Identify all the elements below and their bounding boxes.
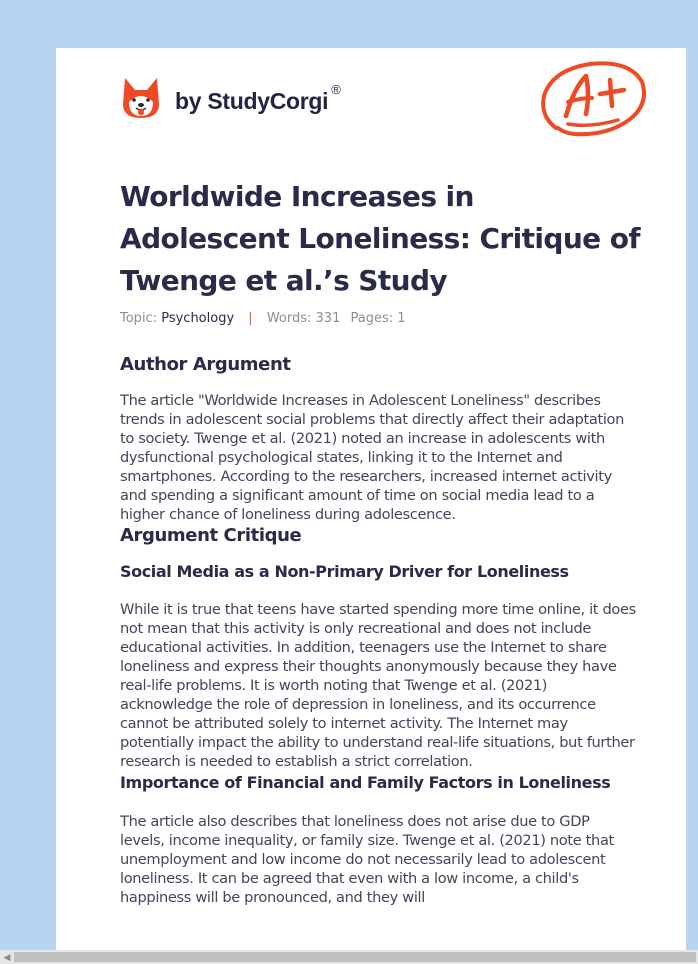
subheading-financial-family: Importance of Financial and Family Factors in Loneliness [120, 773, 611, 792]
document-page [56, 48, 686, 950]
topic-label: Topic: [120, 311, 158, 326]
a-plus-icon [538, 58, 650, 142]
subheading-social-media: Social Media as a Non-Primary Driver for Loneliness [120, 562, 569, 581]
word-count: Words: 331 [266, 311, 341, 326]
article-body [120, 353, 636, 907]
section-heading-author-argument: Author Argument [120, 354, 291, 375]
scrollbar-thumb[interactable] [14, 952, 696, 962]
paragraph-author-argument: The article "Worldwide Increases in Adolescent Loneliness" describes trends in adolescent social problems that directly affect their adaptation to society. Twenge et al. (2021) noted an increase in adolescents with dysfunctional psychological states, linking it to the Internet and smartphones. According to the researchers, increased internet activity and spending a significant amount of time on social media lead to a higher chance of loneliness during adolescence. [120, 392, 625, 523]
studycorgi-logo[interactable] [121, 76, 341, 120]
meta-separator: | [248, 311, 253, 326]
section-heading-argument-critique: Argument Critique [120, 525, 302, 546]
topic-link[interactable]: Psychology [161, 311, 235, 326]
paragraph-financial-family: The article also describes that loneliness does not arise due to GDP levels, income inequality, or family size. Twenge et al. (2021) note that unemployment and low income do not necessarily lead to adolescent loneliness. It can be agreed that even with a low income, a child's happiness will be pronounced, and they will [120, 813, 614, 906]
corgi-logo-icon [121, 76, 161, 120]
article-meta [120, 311, 406, 326]
page-count: Pages: 1 [350, 311, 406, 326]
brand-name: by StudyCorgi ® [175, 81, 341, 114]
scroll-left-arrow-icon[interactable]: ◀ [3, 952, 11, 962]
paragraph-social-media: While it is true that teens have started spending more time online, it does not mean that this activity is only recreational and does not include educational activities. In addition, teenagers use the Internet to share loneliness and express their thoughts anonymously because they have real-life problems. It is worth noting that Twenge et al. (2021) acknowledge the role of depression in loneliness, and its occurrence cannot be attributed solely to internet activity. The Internet may potentially impact the ability to understand real-life situations, but further research is needed to establish a strict correlation. [120, 601, 636, 770]
page-title: Worldwide Increases in Adolescent Loneliness: Critique of Twenge et al.’s Study [120, 180, 640, 297]
a-plus-grade-badge [538, 58, 650, 147]
horizontal-scrollbar[interactable] [0, 950, 698, 964]
